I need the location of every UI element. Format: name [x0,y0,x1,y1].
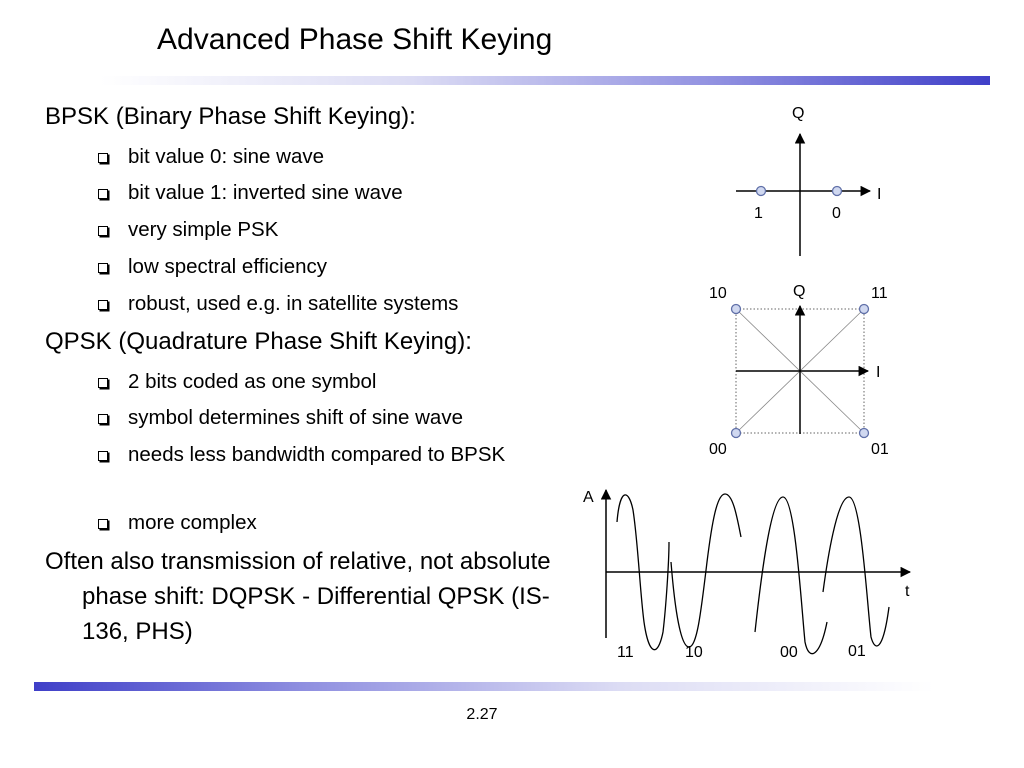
waveform-segment-10 [671,494,741,647]
qpsk-heading: QPSK (Quadrature Phase Shift Keying): [45,328,472,355]
bullet-text: bit value 0: sine wave [128,145,325,168]
bpsk-constellation-diagram [720,98,900,263]
slide-title: Advanced Phase Shift Keying [157,23,553,56]
bullet-text: very simple PSK [128,218,279,241]
page-number: 2.27 [466,706,498,723]
bullet-box-icon [98,519,108,529]
amplitude-axis-label: A [583,489,594,506]
title-divider-bar [100,76,990,85]
q-axis-label: Q [793,283,806,300]
constellation-point-1 [757,187,766,196]
bullet-text: 2 bits coded as one symbol [128,370,377,393]
constellation-point-00 [732,429,741,438]
time-axis-label: t [905,583,910,600]
corner-label-01: 01 [871,441,889,458]
bullet-text: low spectral efficiency [128,255,328,278]
bullet-box-icon [98,378,108,388]
corner-label-00: 00 [709,441,727,458]
bullet-box-icon [98,414,108,424]
symbol-label-01: 01 [848,643,866,660]
bullet-text: more complex [128,511,257,534]
bullet-text: bit value 1: inverted sine wave [128,181,403,204]
bullet-box-icon [98,189,108,199]
symbol-label-11: 11 [617,644,634,661]
symbol-label-10: 10 [685,644,703,661]
i-axis-label: I [876,364,881,381]
constellation-point-11 [860,305,869,314]
i-axis-label: I [877,186,882,203]
symbol-label-00: 00 [780,644,798,661]
bullet-box-icon [98,451,108,461]
bullet-text: needs less bandwidth compared to BPSK [128,443,506,466]
waveform-segment-00 [755,497,827,654]
constellation-point-01 [860,429,869,438]
corner-label-11: 11 [871,285,888,302]
dqpsk-note: Often also transmission of relative, not absolute phase shift: DQPSK - Differential QPSK (IS-136, PHS) [45,548,551,645]
bullet-box-icon [98,300,108,310]
bullet-box-icon [98,263,108,273]
point-label-1: 1 [754,205,763,222]
qpsk-waveform-diagram [575,482,920,672]
bullet-text: symbol determines shift of sine wave [128,406,463,429]
constellation-point-10 [732,305,741,314]
qpsk-constellation-diagram [700,278,900,463]
q-axis-label: Q [792,105,805,122]
bullet-text: robust, used e.g. in satellite systems [128,292,459,315]
point-label-0: 0 [832,205,841,222]
footer-divider-bar [34,682,934,691]
bpsk-heading: BPSK (Binary Phase Shift Keying): [45,103,416,130]
corner-label-10: 10 [709,285,727,302]
bullet-box-icon [98,153,108,163]
constellation-point-0 [833,187,842,196]
bullet-box-icon [98,226,108,236]
